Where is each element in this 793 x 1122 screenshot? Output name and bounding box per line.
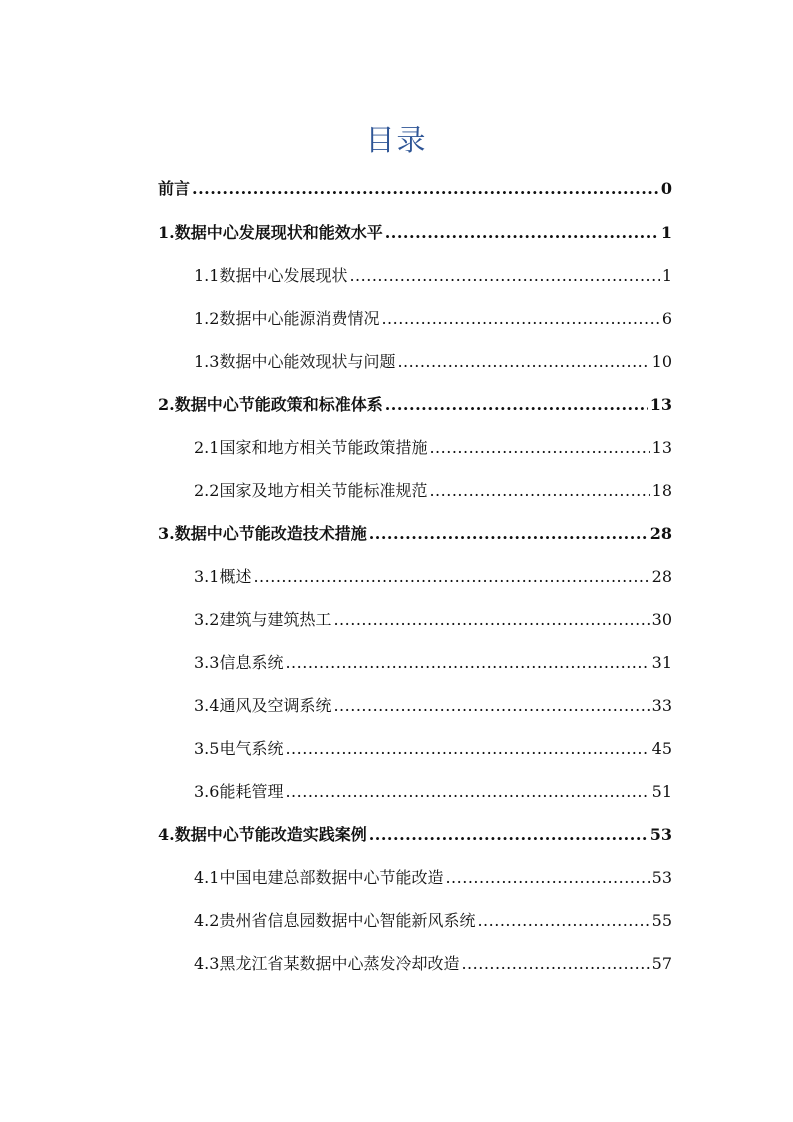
dot-leader <box>369 820 648 850</box>
toc-entry-page: 28 <box>649 524 672 543</box>
toc-entry-1-2[interactable] <box>194 304 672 334</box>
toc-entry-page: 30 <box>651 610 672 629</box>
toc-entry-3[interactable] <box>158 519 672 549</box>
dot-leader <box>381 304 659 334</box>
toc-entry-number: 3.6 <box>194 782 220 801</box>
toc-entry-label: 国家及地方相关节能标准规范 <box>219 481 428 500</box>
toc-entry-page: 53 <box>649 825 672 844</box>
toc-entry-page: 10 <box>651 352 672 371</box>
toc-entry-3-4[interactable] <box>194 691 672 721</box>
toc-entry-2-2[interactable] <box>194 476 672 506</box>
toc-entry-label: 通风及空调系统 <box>219 696 332 715</box>
toc-entry-page: 33 <box>651 696 672 715</box>
toc-entry-number: 4.3 <box>194 954 220 973</box>
toc-entry-label: 数据中心节能政策和标准体系 <box>174 395 383 414</box>
toc-entry-page: 1 <box>660 223 672 242</box>
toc-entry-4-1[interactable] <box>194 863 672 893</box>
toc-entry-page: 55 <box>651 911 672 930</box>
toc-entry-page: 18 <box>651 481 672 500</box>
dot-leader <box>285 777 649 807</box>
toc-entry-preface[interactable] <box>158 174 672 204</box>
dot-leader <box>285 648 649 678</box>
toc-entry-number: 3.4 <box>194 696 220 715</box>
toc-entry-label: 数据中心能效现状与问题 <box>219 352 396 371</box>
dot-leader <box>477 906 649 936</box>
toc-entry-label: 黑龙江省某数据中心蒸发冷却改造 <box>219 954 460 973</box>
toc-entry-number: 3.1 <box>194 567 220 586</box>
toc-entry-number: 1.3 <box>194 352 220 371</box>
toc-entry-number: 3.2 <box>194 610 220 629</box>
toc-entry-page: 0 <box>660 179 672 198</box>
toc-entry-3-2[interactable] <box>194 605 672 635</box>
toc-entry-label: 能耗管理 <box>219 782 284 801</box>
toc-entry-page: 31 <box>651 653 672 672</box>
dot-leader <box>285 734 649 764</box>
toc-entry-2-1[interactable] <box>194 433 672 463</box>
toc-entry-number: 3.5 <box>194 739 220 758</box>
toc-entry-number: 4.2 <box>194 911 220 930</box>
toc-entry-label: 数据中心节能改造技术措施 <box>174 524 367 543</box>
toc-entry-4-2[interactable] <box>194 906 672 936</box>
toc-entry-2[interactable] <box>158 390 672 420</box>
toc-entry-label: 数据中心节能改造实践案例 <box>174 825 367 844</box>
toc-entry-3-3[interactable] <box>194 648 672 678</box>
toc-entry-number: 1. <box>158 223 175 242</box>
toc-entry-number: 2.1 <box>194 438 220 457</box>
toc-entry-number: 2. <box>158 395 175 414</box>
toc-entry-label: 建筑与建筑热工 <box>219 610 332 629</box>
toc-entry-number: 1.2 <box>194 309 220 328</box>
dot-leader <box>429 433 649 463</box>
toc-entry-page: 28 <box>651 567 672 586</box>
toc-entry-3-5[interactable] <box>194 734 672 764</box>
toc-entry-number: 4.1 <box>194 868 220 887</box>
dot-leader <box>369 519 648 549</box>
toc-entry-number: 4. <box>158 825 175 844</box>
toc-title: 目录 <box>365 123 428 157</box>
toc-entry-page: 53 <box>651 868 672 887</box>
toc-entry-label: 电气系统 <box>219 739 284 758</box>
dot-leader <box>385 390 648 420</box>
toc-entry-page: 13 <box>651 438 672 457</box>
dot-leader <box>333 605 649 635</box>
toc-entry-label: 国家和地方相关节能政策措施 <box>219 438 428 457</box>
toc-entry-number: 2.2 <box>194 481 220 500</box>
dot-leader <box>385 218 659 248</box>
toc-entry-page: 45 <box>651 739 672 758</box>
toc-entry-page: 6 <box>661 309 672 328</box>
dot-leader <box>429 476 649 506</box>
dot-leader <box>445 863 649 893</box>
toc-entry-label: 前言 <box>158 179 191 198</box>
toc-entry-label: 数据中心发展现状和能效水平 <box>174 223 383 242</box>
toc-entry-page: 13 <box>649 395 672 414</box>
toc-entry-1[interactable] <box>158 218 672 248</box>
toc-entry-page: 51 <box>651 782 672 801</box>
toc-entry-label: 中国电建总部数据中心节能改造 <box>219 868 444 887</box>
toc-entry-1-3[interactable] <box>194 347 672 377</box>
toc-entry-page: 1 <box>661 266 672 285</box>
toc-entry-label: 数据中心发展现状 <box>219 266 348 285</box>
toc-entry-1-1[interactable] <box>194 261 672 291</box>
dot-leader <box>253 562 649 592</box>
toc-entry-page: 57 <box>651 954 672 973</box>
toc-entry-label: 数据中心能源消费情况 <box>219 309 380 328</box>
dot-leader <box>333 691 649 721</box>
dot-leader <box>397 347 649 377</box>
dot-leader <box>461 949 649 979</box>
toc-entry-label: 贵州省信息园数据中心智能新风系统 <box>219 911 476 930</box>
toc-entry-label: 概述 <box>219 567 252 586</box>
dot-leader <box>192 174 659 204</box>
toc-entry-number: 3.3 <box>194 653 220 672</box>
toc-entry-3-1[interactable] <box>194 562 672 592</box>
toc-entry-number: 1.1 <box>194 266 220 285</box>
toc-entry-4-3[interactable] <box>194 949 672 979</box>
toc-entry-3-6[interactable] <box>194 777 672 807</box>
toc-entry-number: 3. <box>158 524 175 543</box>
toc-entry-4[interactable] <box>158 820 672 850</box>
dot-leader <box>349 261 659 291</box>
toc-entry-label: 信息系统 <box>219 653 284 672</box>
